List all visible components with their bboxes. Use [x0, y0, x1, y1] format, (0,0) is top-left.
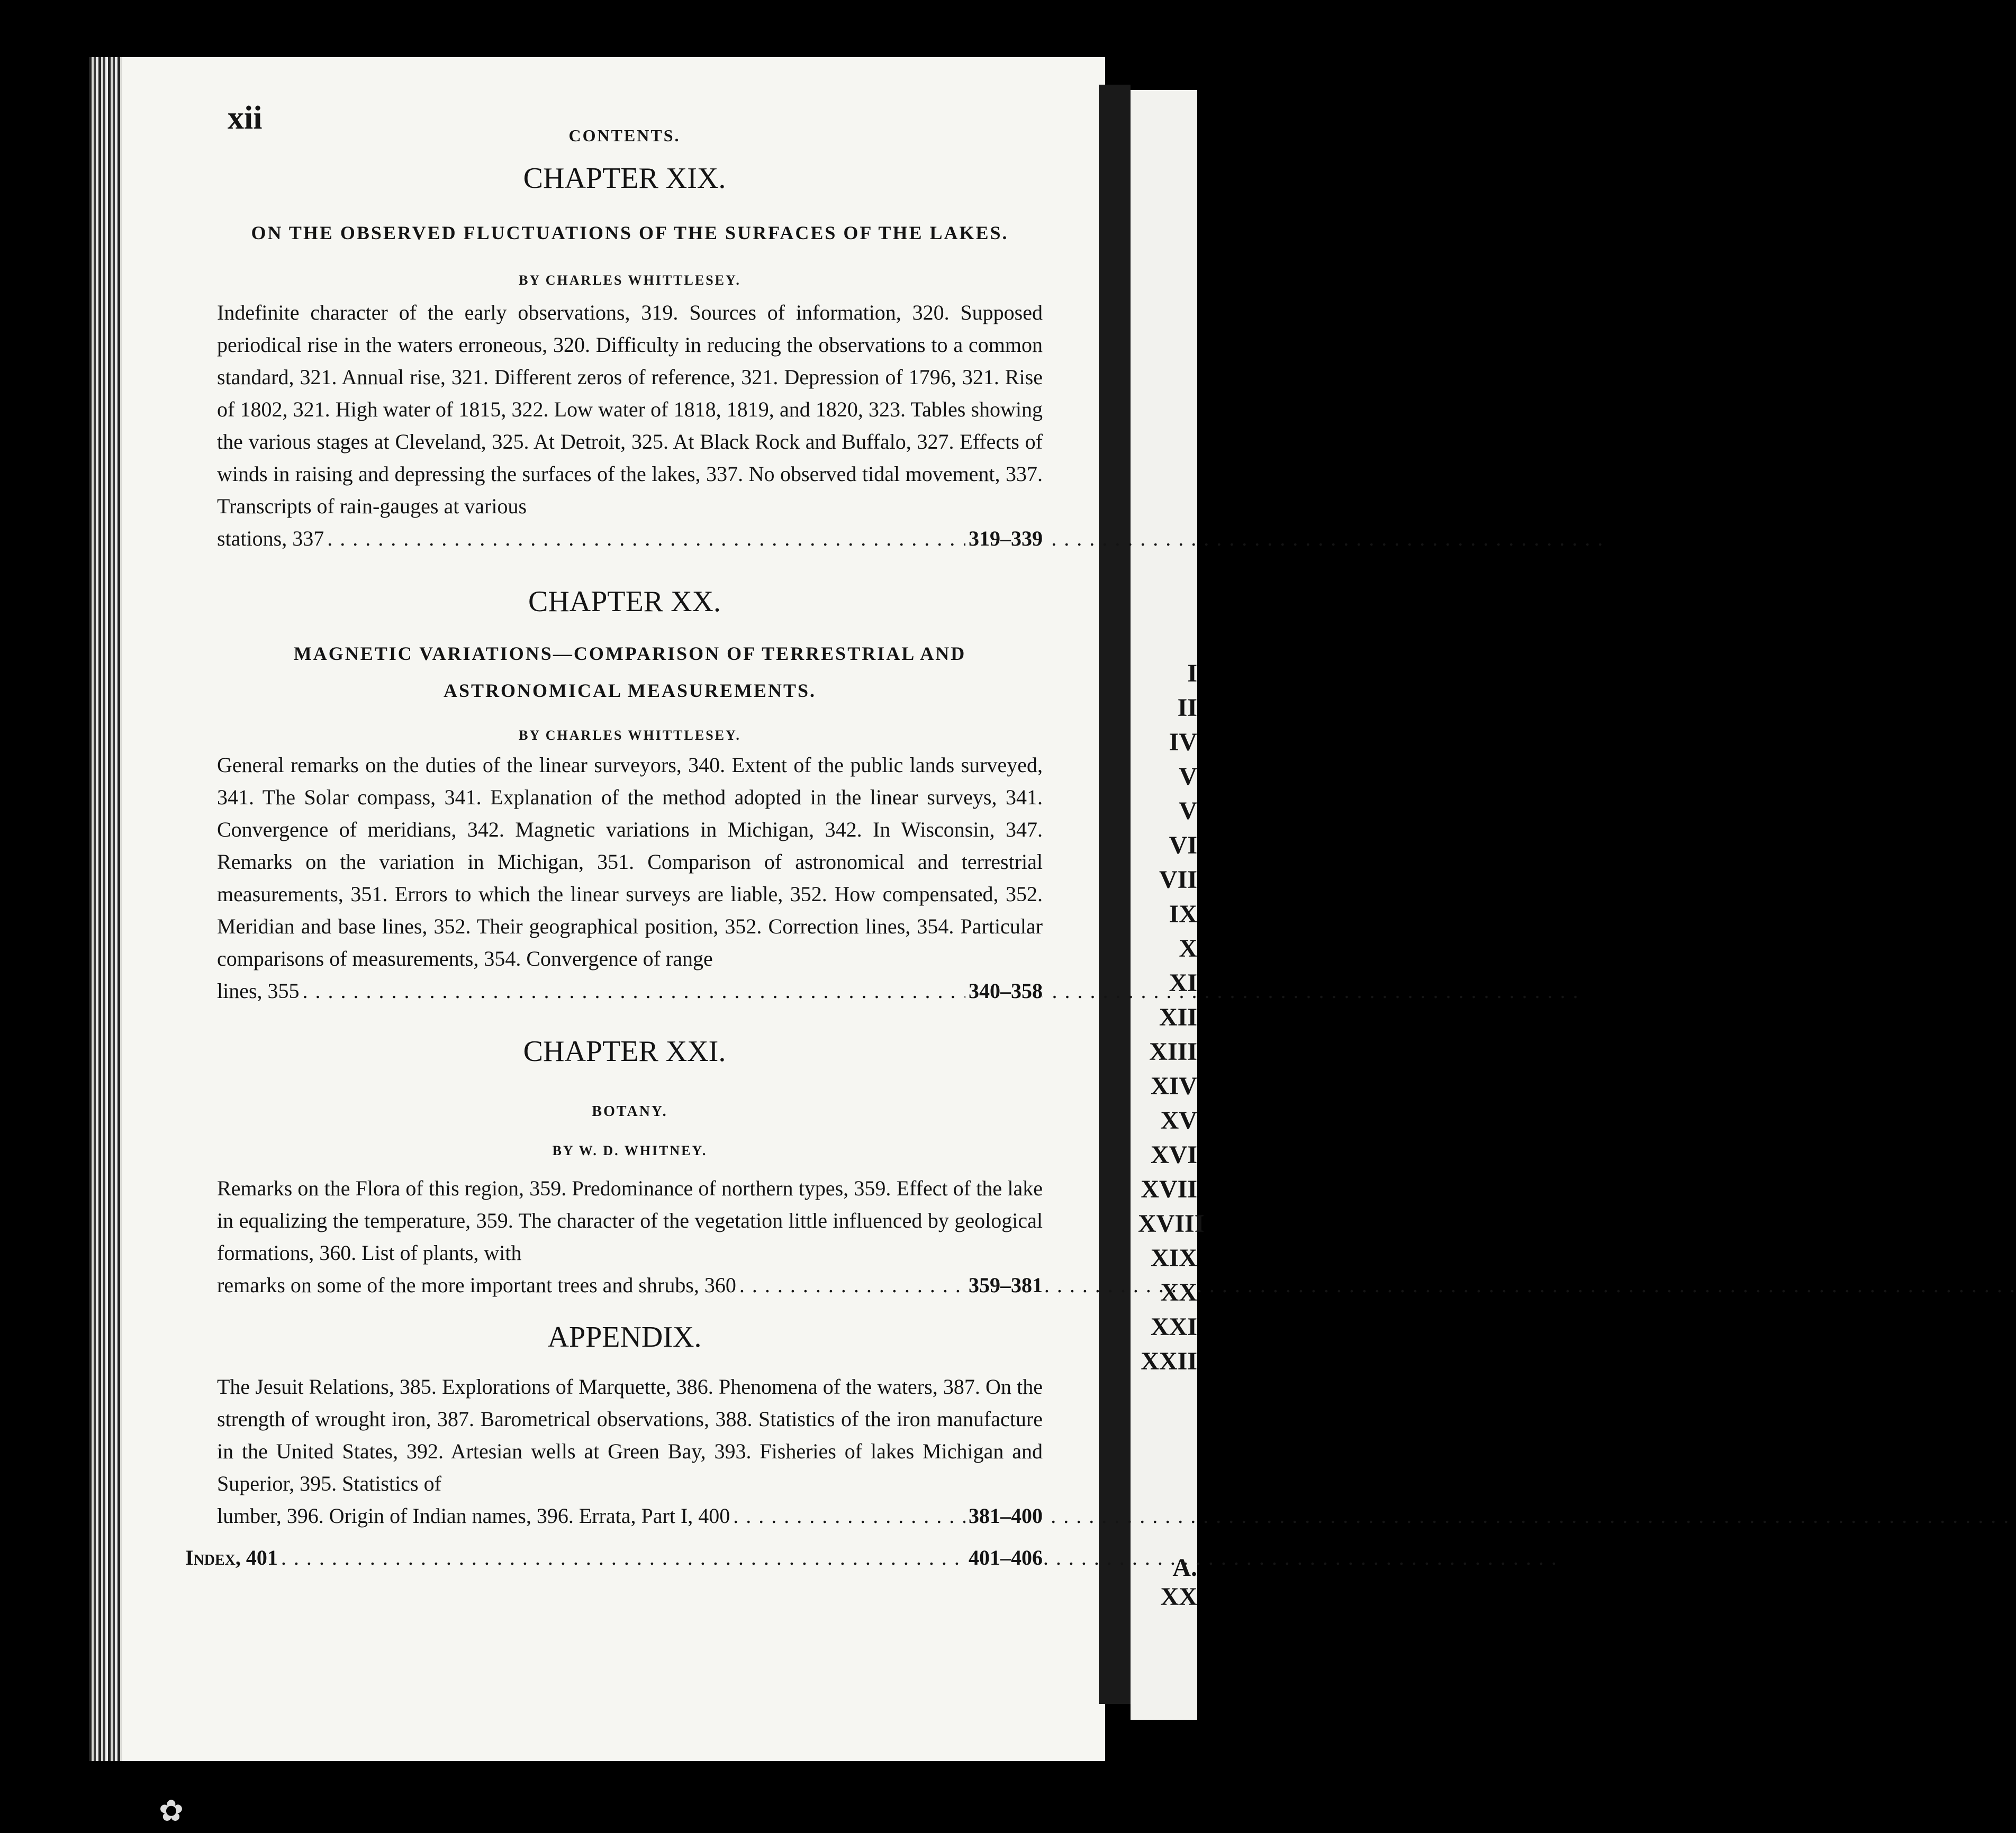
summary-last-line: stations, 337 — [217, 522, 327, 555]
page-range: 401–406 — [965, 1545, 1043, 1570]
leader-line — [185, 1545, 1043, 1570]
chapter-author: BY CHARLES WHITTLESEY. — [519, 273, 741, 288]
chapter-summary — [217, 296, 1043, 555]
facing-page-numeral: XV — [1160, 1106, 1197, 1135]
chapter-summary — [217, 749, 1043, 1007]
leader-line — [217, 975, 1043, 1007]
appendix-title: APPENDIX. — [547, 1321, 702, 1354]
facing-page-numeral: XIV — [1150, 1072, 1197, 1100]
facing-page-numeral: IV — [1169, 728, 1197, 756]
appendix-summary — [217, 1371, 1043, 1532]
chapter-author: BY W. D. WHITNEY. — [552, 1143, 708, 1158]
page-range: 381–400 — [965, 1500, 1043, 1532]
chapter-title: CHAPTER XX. — [528, 585, 721, 618]
facing-page-numeral: XIII — [1149, 1038, 1197, 1066]
chapter-subtitle: ON THE OBSERVED FLUCTUATIONS OF THE SURFACES OF THE LAKES. — [251, 222, 1009, 243]
index-label: Index, 401 — [185, 1545, 281, 1570]
facing-page-numeral: XI — [1169, 969, 1197, 997]
chapter-subtitle: BOTANY. — [592, 1103, 668, 1120]
leader-line — [217, 1269, 1043, 1301]
page-range: 340–358 — [965, 975, 1043, 1007]
chapter-title: CHAPTER XIX. — [523, 162, 726, 195]
summary-last-line: lines, 355 — [217, 975, 303, 1007]
leader-line — [217, 1500, 1043, 1532]
facing-page-numeral: XII — [1159, 1003, 1197, 1031]
facing-page-numeral: XXII — [1141, 1347, 1197, 1375]
facing-page-numeral: I — [1187, 659, 1197, 687]
book-spine — [89, 57, 122, 1761]
summary-text: Indefinite character of the early observations, 319. Sources of information, 320. Supposed periodical rise in the waters erroneous, 320. Difficulty in reducing the observations to a common standard, 321. Annual rise, 321. Different zeros of reference, 321. Depression of 1796, 321. Rise of 1802, 321. High water of 1815, 322. Low water of 1818, 1819, and 1820, 323. Tables showing the various stages at Cleveland, 325. At Detroit, 325. At Black Rock and Buffalo, 327. Effects of winds in raising and depressing the surfaces of the lakes, 337. No observed tidal movement, 337. Transcripts of rain-gauges at various — [217, 301, 1043, 518]
facing-page-numeral: XIX — [1150, 1244, 1197, 1272]
page-range: 319–339 — [965, 522, 1043, 555]
facing-page-numeral: VII — [1159, 866, 1197, 894]
summary-last-line: lumber, 396. Origin of Indian names, 396. Errata, Part I, 400 — [217, 1500, 733, 1532]
page-gutter — [1099, 85, 1131, 1704]
chapter-summary — [217, 1172, 1043, 1301]
facing-page-numeral: XVII — [1141, 1175, 1197, 1203]
scan-speck-icon: ✿ — [159, 1795, 184, 1828]
facing-page-numeral: XVI — [1150, 1141, 1197, 1169]
facing-page-numeral: V — [1179, 763, 1197, 791]
facing-page-numeral: X — [1179, 934, 1197, 963]
facing-page-numeral: XX — [1160, 1278, 1197, 1306]
running-head: CONTENTS. — [568, 126, 681, 145]
chapter-author: BY CHARLES WHITTLESEY. — [519, 728, 741, 743]
summary-text: Remarks on the Flora of this region, 359. Predominance of northern types, 359. Effect of the lake in equalizing the temperature, 359. The character of the vegetation little influenced by geological formations, 360. List of plants, with — [217, 1176, 1043, 1265]
summary-text: General remarks on the duties of the linear surveyors, 340. Extent of the public lands surveyed, 341. The Solar compass, 341. Explanation of the method adopted in the linear surveys, 341. Convergence of meridians, 342. Magnetic variations in Michigan, 342. In Wisconsin, 347. Remarks on the variation in Michigan, 351. Comparison of astronomical and terrestrial measurements, 351. Errors to which the linear surveys are liable, 352. How compensated, 352. Meridian and base lines, 352. Their geographical position, 352. Correction lines, 354. Particular comparisons of measurements, 354. Convergence of range — [217, 753, 1043, 970]
page-number: xii — [228, 100, 263, 136]
chapter-title: CHAPTER XXI. — [523, 1035, 726, 1068]
facing-page-numeral: VI — [1169, 831, 1197, 859]
facing-page-numeral: V — [1179, 797, 1197, 825]
chapter-subtitle: MAGNETIC VARIATIONS—COMPARISON OF TERRESTRIAL AND ASTRONOMICAL MEASUREMENTS. — [293, 643, 966, 701]
facing-page-numeral: XVIII — [1138, 1210, 1205, 1238]
facing-page-numeral: IX — [1169, 900, 1197, 928]
facing-page-numeral: XXI — [1150, 1313, 1197, 1341]
page-range: 359–381 — [965, 1269, 1043, 1301]
leader-line — [217, 522, 1043, 555]
facing-page-bottom-text: A. XX — [1160, 1554, 1197, 1611]
summary-last-line: remarks on some of the more important trees and shrubs, 360 — [217, 1269, 739, 1301]
facing-page-numeral: II — [1177, 694, 1197, 722]
summary-text: The Jesuit Relations, 385. Explorations of Marquette, 386. Phenomena of the waters, 387. On the strength of wrought iron, 387. Barometrical observations, 388. Statistics of the iron manufacture in the United States, 392. Artesian wells at Green Bay, 393. Fisheries of lakes Michigan and Superior, 395. Statistics of — [217, 1375, 1043, 1495]
index-entry — [185, 1545, 1043, 1570]
